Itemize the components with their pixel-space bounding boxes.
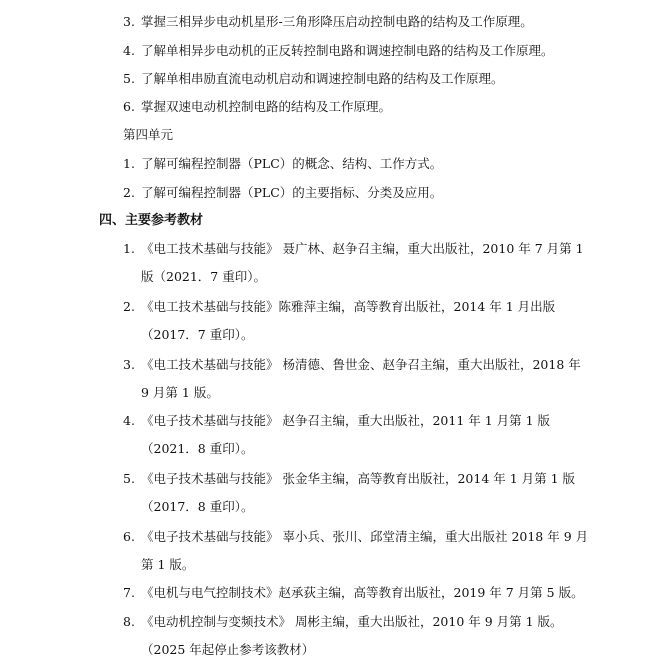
section-heading: 四、主要参考教材 [99,213,204,228]
item-text: 了解可编程控制器（PLC）的主要指标、分类及应用。 [141,185,443,200]
reference-continuation: （2021．8 重印）。 [141,441,254,456]
reference-item [123,528,588,546]
reference-continuation: 版（2021．7 重印）。 [141,269,266,284]
reference-item [123,356,581,374]
reference-continuation: （2025 年起停止参考该教材） [141,642,315,657]
reference-text: 《电工技术基础与技能》陈雅萍主编，高等教育出版社，2014 年 1 月出版 [141,299,556,314]
item-number: 3. [123,14,135,29]
reference-continuation: （2017．8 重印）。 [141,499,254,514]
reference-text: 《电动机控制与变频技术》 周彬主编，重大出版社，2010 年 9 月第 1 版。 [141,614,563,629]
reference-number: 2. [123,299,135,314]
reference-text: 《电子技术基础与技能》 辜小兵、张川、邱堂清主编，重大出版社 2018 年 9 月 [141,529,589,544]
list-item [123,155,442,173]
reference-continuation: 9 月第 1 版。 [141,385,219,400]
item-text: 了解单相串励直流电动机启动和调速控制电路的结构及工作原理。 [141,71,504,86]
reference-text: 《电子技术基础与技能》 赵争召主编，重大出版社，2011 年 1 月第 1 版 [141,413,551,428]
item-text: 了解可编程控制器（PLC）的概念、结构、工作方式。 [141,156,443,171]
reference-continuation: 第 1 版。 [141,557,195,572]
item-text: 了解单相异步电动机的正反转控制电路和调速控制电路的结构及工作原理。 [141,43,554,58]
reference-text: 《电工技术基础与技能》 杨清德、鲁世金、赵争召主编，重大出版社，2018 年 [141,357,581,372]
reference-item [123,613,563,631]
item-number: 6. [123,99,135,114]
list-item [123,70,504,88]
reference-number: 3. [123,357,135,372]
reference-number: 6. [123,529,135,544]
reference-number: 1. [123,241,135,256]
list-item [123,98,391,116]
list-item [123,184,442,202]
reference-number: 5. [123,471,135,486]
reference-item [123,412,550,430]
reference-item [123,298,555,316]
item-text: 掌握双速电动机控制电路的结构及工作原理。 [141,99,392,114]
reference-text: 《电机与电气控制技术》赵承荻主编，高等教育出版社，2019 年 7 月第 5 版。 [141,585,584,600]
item-text: 掌握三相异步电动机星形-三角形降压启动控制电路的结构及工作原理。 [141,14,533,29]
reference-number: 8. [123,614,135,629]
item-number: 2. [123,185,135,200]
item-number: 4. [123,43,135,58]
reference-item [123,470,575,488]
reference-text: 《电工技术基础与技能》 聂广林、赵争召主编，重大出版社，2010 年 7 月第 1 [141,241,584,256]
list-item [123,13,533,31]
unit-title: 第四单元 [123,127,174,142]
list-item [123,42,554,60]
reference-text: 《电子技术基础与技能》 张金华主编，高等教育出版社，2014 年 1 月第 1 版 [141,471,576,486]
item-number: 5. [123,71,135,86]
reference-item [123,584,584,602]
reference-continuation: （2017．7 重印）。 [141,327,254,342]
reference-number: 4. [123,413,135,428]
reference-number: 7. [123,585,135,600]
reference-item [123,240,584,258]
item-number: 1. [123,156,135,171]
